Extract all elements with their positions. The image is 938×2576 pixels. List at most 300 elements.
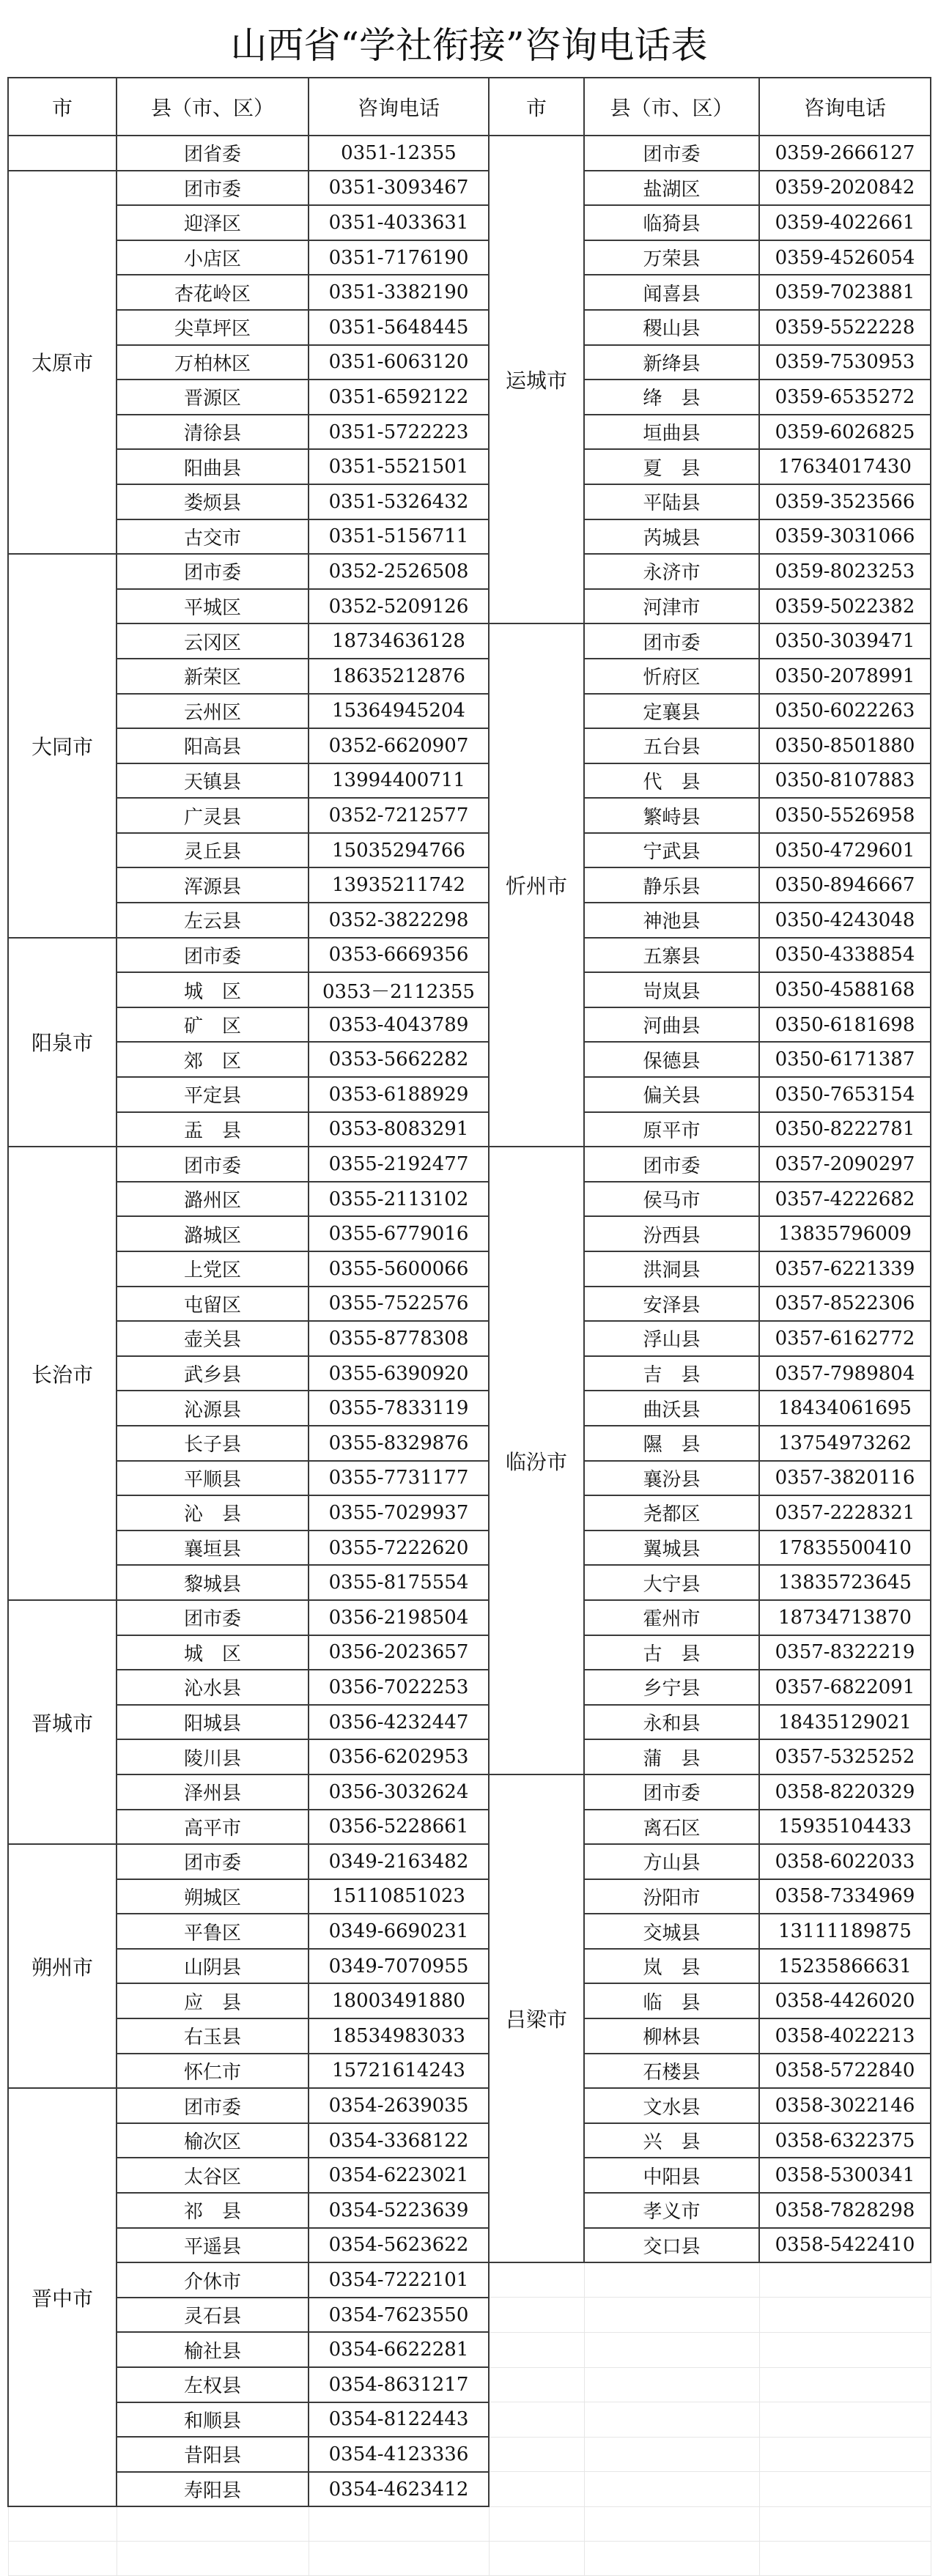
empty-cell bbox=[584, 2367, 759, 2402]
phone-cell: 0355-7029937 bbox=[309, 1495, 489, 1531]
county-cell: 山阴县 bbox=[117, 1949, 309, 1984]
phone-cell: 0359-6026825 bbox=[759, 415, 931, 450]
table-row bbox=[8, 1112, 931, 1147]
table-row bbox=[8, 1565, 931, 1600]
phone-cell: 0350-8222781 bbox=[759, 1112, 931, 1147]
county-cell: 孝义市 bbox=[584, 2193, 759, 2228]
phone-cell: 0354-4623412 bbox=[309, 2472, 489, 2507]
county-cell: 洪洞县 bbox=[584, 1251, 759, 1287]
city-cell: 临汾市 bbox=[489, 1147, 584, 1774]
phone-cell: 0355-5600066 bbox=[309, 1251, 489, 1287]
header-city-left: 市 bbox=[8, 78, 117, 136]
county-cell: 中阳县 bbox=[584, 2158, 759, 2193]
phone-cell: 0358-8220329 bbox=[759, 1774, 931, 1810]
phone-cell: 0350-4729601 bbox=[759, 833, 931, 868]
phone-cell: 0351-5722223 bbox=[309, 415, 489, 450]
phone-cell: 0356-5228661 bbox=[309, 1810, 489, 1845]
phone-cell: 0357-3820116 bbox=[759, 1461, 931, 1496]
table-row bbox=[8, 1774, 931, 1810]
county-cell: 上党区 bbox=[117, 1251, 309, 1287]
county-cell: 榆社县 bbox=[117, 2332, 309, 2367]
phone-cell: 0350-3039471 bbox=[759, 623, 931, 659]
county-cell: 河津市 bbox=[584, 589, 759, 624]
county-cell: 沁 县 bbox=[117, 1495, 309, 1531]
table-row bbox=[8, 659, 931, 694]
phone-cell: 0359-7530953 bbox=[759, 345, 931, 380]
city-cell: 阳泉市 bbox=[8, 938, 117, 1147]
phone-cell: 15721614243 bbox=[309, 2054, 489, 2089]
table-row bbox=[8, 1495, 931, 1531]
phone-cell: 0359-2020842 bbox=[759, 171, 931, 206]
phone-cell: 0350-4243048 bbox=[759, 903, 931, 938]
table-row bbox=[8, 2402, 931, 2438]
phone-cell: 0359-5522228 bbox=[759, 310, 931, 345]
empty-cell bbox=[584, 2402, 759, 2438]
county-cell: 团市委 bbox=[117, 1600, 309, 1635]
phone-cell: 0354-6223021 bbox=[309, 2158, 489, 2193]
county-cell: 文水县 bbox=[584, 2088, 759, 2123]
phone-cell: 0355-7833119 bbox=[309, 1391, 489, 1426]
table-row bbox=[8, 2088, 931, 2123]
table-row bbox=[8, 903, 931, 938]
table-row bbox=[8, 171, 931, 206]
table-row bbox=[8, 1844, 931, 1879]
phone-table bbox=[7, 77, 931, 2576]
phone-cell: 0351-6592122 bbox=[309, 380, 489, 415]
phone-cell: 0355-7222620 bbox=[309, 1531, 489, 1566]
county-cell: 偏关县 bbox=[584, 1077, 759, 1112]
table-row bbox=[8, 380, 931, 415]
phone-cell: 15110851023 bbox=[309, 1879, 489, 1914]
table-row bbox=[8, 763, 931, 799]
county-cell: 平遥县 bbox=[117, 2228, 309, 2263]
table-row bbox=[8, 2506, 931, 2541]
phone-cell: 0354-7623550 bbox=[309, 2298, 489, 2333]
table-row bbox=[8, 798, 931, 833]
table-header-row bbox=[8, 78, 931, 136]
county-cell: 太谷区 bbox=[117, 2158, 309, 2193]
county-cell: 霍州市 bbox=[584, 1600, 759, 1635]
phone-cell: 0356-3032624 bbox=[309, 1774, 489, 1810]
county-cell: 岚 县 bbox=[584, 1949, 759, 1984]
table-row bbox=[8, 694, 931, 729]
phone-cell: 0353-4043789 bbox=[309, 1007, 489, 1043]
county-cell: 娄烦县 bbox=[117, 484, 309, 519]
header-county-left: 县（市、区） bbox=[117, 78, 309, 136]
phone-cell: 0355-6390920 bbox=[309, 1356, 489, 1391]
phone-cell: 0359-5022382 bbox=[759, 589, 931, 624]
phone-cell: 0351-5156711 bbox=[309, 519, 489, 555]
table-row bbox=[8, 1042, 931, 1077]
county-cell: 团市委 bbox=[117, 1844, 309, 1879]
phone-cell: 0359-7023881 bbox=[759, 275, 931, 310]
table-row bbox=[8, 2158, 931, 2193]
county-cell: 汾阳市 bbox=[584, 1879, 759, 1914]
table-row bbox=[8, 728, 931, 763]
phone-cell: 0357-8322219 bbox=[759, 1635, 931, 1670]
phone-cell: 0358-3022146 bbox=[759, 2088, 931, 2123]
table-row bbox=[8, 1739, 931, 1774]
county-cell: 团市委 bbox=[584, 1147, 759, 1182]
phone-cell: 0350-6171387 bbox=[759, 1042, 931, 1077]
phone-cell: 0355-7522576 bbox=[309, 1287, 489, 1322]
county-cell: 左权县 bbox=[117, 2367, 309, 2402]
phone-cell: 0358-7828298 bbox=[759, 2193, 931, 2228]
phone-cell: 18003491880 bbox=[309, 1983, 489, 2018]
county-cell: 五寨县 bbox=[584, 938, 759, 973]
county-cell: 交口县 bbox=[584, 2228, 759, 2263]
county-cell: 翼城县 bbox=[584, 1531, 759, 1566]
phone-cell: 0358-6322375 bbox=[759, 2123, 931, 2158]
empty-cell bbox=[489, 2298, 584, 2333]
county-cell: 介休市 bbox=[117, 2262, 309, 2298]
empty-cell bbox=[759, 2262, 931, 2298]
county-cell: 曲沃县 bbox=[584, 1391, 759, 1426]
table-row bbox=[8, 1251, 931, 1287]
county-cell: 代 县 bbox=[584, 763, 759, 799]
phone-cell: 0353-6188929 bbox=[309, 1077, 489, 1112]
county-cell: 应 县 bbox=[117, 1983, 309, 2018]
county-cell: 岢岚县 bbox=[584, 972, 759, 1007]
phone-cell: 0351-3382190 bbox=[309, 275, 489, 310]
phone-cell: 0352-5209126 bbox=[309, 589, 489, 624]
phone-cell: 0357-6822091 bbox=[759, 1670, 931, 1705]
table-row bbox=[8, 1356, 931, 1391]
county-cell: 阳曲县 bbox=[117, 449, 309, 484]
table-row bbox=[8, 2541, 931, 2575]
county-cell: 团市委 bbox=[117, 2088, 309, 2123]
empty-cell bbox=[489, 2472, 584, 2507]
phone-cell: 15235866631 bbox=[759, 1949, 931, 1984]
county-cell: 壶关县 bbox=[117, 1321, 309, 1356]
county-cell: 闻喜县 bbox=[584, 275, 759, 310]
table-row bbox=[8, 1531, 931, 1566]
county-cell: 右玉县 bbox=[117, 2018, 309, 2054]
county-cell: 宁武县 bbox=[584, 833, 759, 868]
phone-cell: 0352-3822298 bbox=[309, 903, 489, 938]
county-cell: 平城区 bbox=[117, 589, 309, 624]
county-cell: 云冈区 bbox=[117, 623, 309, 659]
phone-cell: 0358-5300341 bbox=[759, 2158, 931, 2193]
phone-cell: 0349-2163482 bbox=[309, 1844, 489, 1879]
header-phone-right: 咨询电话 bbox=[759, 78, 931, 136]
table-row bbox=[8, 867, 931, 903]
county-cell: 矿 区 bbox=[117, 1007, 309, 1043]
table-row bbox=[8, 449, 931, 484]
table-row bbox=[8, 240, 931, 275]
county-cell: 平顺县 bbox=[117, 1461, 309, 1496]
phone-cell: 0359-3523566 bbox=[759, 484, 931, 519]
table-row bbox=[8, 1321, 931, 1356]
county-cell: 团市委 bbox=[584, 1774, 759, 1810]
empty-cell bbox=[759, 2437, 931, 2472]
county-cell: 陵川县 bbox=[117, 1739, 309, 1774]
phone-cell: 0350-6181698 bbox=[759, 1007, 931, 1043]
table-row bbox=[8, 972, 931, 1007]
phone-cell: 0351-5521501 bbox=[309, 449, 489, 484]
county-cell: 稷山县 bbox=[584, 310, 759, 345]
phone-cell: 0354-2639035 bbox=[309, 2088, 489, 2123]
county-cell: 石楼县 bbox=[584, 2054, 759, 2089]
phone-cell: 0350-2078991 bbox=[759, 659, 931, 694]
county-cell: 离石区 bbox=[584, 1810, 759, 1845]
phone-cell: 13111189875 bbox=[759, 1914, 931, 1949]
county-cell: 左云县 bbox=[117, 903, 309, 938]
phone-cell: 0350-7653154 bbox=[759, 1077, 931, 1112]
county-cell: 浑源县 bbox=[117, 867, 309, 903]
table-row bbox=[8, 1949, 931, 1984]
phone-cell: 18734713870 bbox=[759, 1600, 931, 1635]
phone-cell: 0354-4123336 bbox=[309, 2437, 489, 2472]
empty-cell bbox=[489, 2506, 584, 2541]
county-cell: 平定县 bbox=[117, 1077, 309, 1112]
phone-cell: 0352-6620907 bbox=[309, 728, 489, 763]
empty-cell bbox=[584, 2262, 759, 2298]
county-cell: 潞州区 bbox=[117, 1182, 309, 1217]
phone-cell: 0355-6779016 bbox=[309, 1216, 489, 1251]
county-cell: 隰 县 bbox=[584, 1426, 759, 1461]
phone-cell: 0352-2526508 bbox=[309, 554, 489, 589]
phone-cell: 0359-6535272 bbox=[759, 380, 931, 415]
table-row bbox=[8, 2262, 931, 2298]
phone-cell: 17835500410 bbox=[759, 1531, 931, 1566]
county-cell: 团市委 bbox=[584, 623, 759, 659]
county-cell: 盂 县 bbox=[117, 1112, 309, 1147]
phone-cell: 0355-2113102 bbox=[309, 1182, 489, 1217]
phone-cell: 0357-8522306 bbox=[759, 1287, 931, 1322]
phone-cell: 13835796009 bbox=[759, 1216, 931, 1251]
county-cell: 静乐县 bbox=[584, 867, 759, 903]
phone-cell: 0354-5223639 bbox=[309, 2193, 489, 2228]
county-cell: 古 县 bbox=[584, 1635, 759, 1670]
city-cell: 忻州市 bbox=[489, 623, 584, 1147]
table-row bbox=[8, 1147, 931, 1182]
phone-cell: 0358-7334969 bbox=[759, 1879, 931, 1914]
table-row bbox=[8, 1914, 931, 1949]
table-row bbox=[8, 623, 931, 659]
phone-cell: 0355-2192477 bbox=[309, 1147, 489, 1182]
county-cell: 浮山县 bbox=[584, 1321, 759, 1356]
phone-cell: 18534983033 bbox=[309, 2018, 489, 2054]
county-cell: 绛 县 bbox=[584, 380, 759, 415]
phone-cell: 0359-8023253 bbox=[759, 554, 931, 589]
phone-cell: 0353－2112355 bbox=[309, 972, 489, 1007]
empty-cell bbox=[759, 2367, 931, 2402]
city-cell: 太原市 bbox=[8, 171, 117, 555]
empty-cell bbox=[759, 2332, 931, 2367]
table-row bbox=[8, 415, 931, 450]
county-cell: 河曲县 bbox=[584, 1007, 759, 1043]
table-row bbox=[8, 1216, 931, 1251]
phone-cell: 0351-6063120 bbox=[309, 345, 489, 380]
phone-cell: 13935211742 bbox=[309, 867, 489, 903]
phone-cell: 0349-7070955 bbox=[309, 1949, 489, 1984]
county-cell: 方山县 bbox=[584, 1844, 759, 1879]
city-cell bbox=[8, 136, 117, 171]
county-cell: 迎泽区 bbox=[117, 205, 309, 240]
table-row bbox=[8, 2437, 931, 2472]
county-cell: 阳高县 bbox=[117, 728, 309, 763]
table-row bbox=[8, 2332, 931, 2367]
county-cell: 团市委 bbox=[117, 171, 309, 206]
table-row bbox=[8, 554, 931, 589]
phone-cell: 0352-7212577 bbox=[309, 798, 489, 833]
phone-cell: 0356-2198504 bbox=[309, 1600, 489, 1635]
empty-cell bbox=[759, 2541, 931, 2575]
county-cell: 万柏林区 bbox=[117, 345, 309, 380]
phone-cell: 0354-8631217 bbox=[309, 2367, 489, 2402]
phone-cell: 0351-5326432 bbox=[309, 484, 489, 519]
table-row bbox=[8, 345, 931, 380]
header-phone-left: 咨询电话 bbox=[309, 78, 489, 136]
phone-cell: 0353-6669356 bbox=[309, 938, 489, 973]
phone-cell: 0350-8107883 bbox=[759, 763, 931, 799]
phone-cell: 0351-3093467 bbox=[309, 171, 489, 206]
county-cell: 永和县 bbox=[584, 1705, 759, 1740]
county-cell: 灵石县 bbox=[117, 2298, 309, 2333]
table-row bbox=[8, 2367, 931, 2402]
county-cell: 保德县 bbox=[584, 1042, 759, 1077]
phone-cell: 13994400711 bbox=[309, 763, 489, 799]
empty-cell bbox=[584, 2506, 759, 2541]
empty-cell bbox=[489, 2332, 584, 2367]
phone-cell: 0350-4338854 bbox=[759, 938, 931, 973]
county-cell: 大宁县 bbox=[584, 1565, 759, 1600]
county-cell: 清徐县 bbox=[117, 415, 309, 450]
county-cell: 柳林县 bbox=[584, 2018, 759, 2054]
phone-cell: 0357-2228321 bbox=[759, 1495, 931, 1531]
empty-cell bbox=[759, 2298, 931, 2333]
empty-cell bbox=[309, 2541, 489, 2575]
table-row bbox=[8, 589, 931, 624]
county-cell: 侯马市 bbox=[584, 1182, 759, 1217]
county-cell: 忻府区 bbox=[584, 659, 759, 694]
table-row bbox=[8, 2123, 931, 2158]
table-row bbox=[8, 2054, 931, 2089]
empty-cell bbox=[584, 2332, 759, 2367]
phone-cell: 0355-8778308 bbox=[309, 1321, 489, 1356]
county-cell: 蒲 县 bbox=[584, 1739, 759, 1774]
empty-cell bbox=[584, 2472, 759, 2507]
phone-cell: 18734636128 bbox=[309, 623, 489, 659]
county-cell: 原平市 bbox=[584, 1112, 759, 1147]
table-row bbox=[8, 484, 931, 519]
table-row bbox=[8, 2228, 931, 2263]
phone-cell: 0355-8329876 bbox=[309, 1426, 489, 1461]
table-row bbox=[8, 1287, 931, 1322]
county-cell: 阳城县 bbox=[117, 1705, 309, 1740]
phone-cell: 0354-8122443 bbox=[309, 2402, 489, 2438]
county-cell: 屯留区 bbox=[117, 1287, 309, 1322]
empty-cell bbox=[759, 2472, 931, 2507]
phone-cell: 0356-6202953 bbox=[309, 1739, 489, 1774]
phone-cell: 0356-2023657 bbox=[309, 1635, 489, 1670]
table-row bbox=[8, 519, 931, 555]
phone-cell: 0354-7222101 bbox=[309, 2262, 489, 2298]
county-cell: 寿阳县 bbox=[117, 2472, 309, 2507]
empty-cell bbox=[8, 2506, 117, 2541]
header-county-right: 县（市、区） bbox=[584, 78, 759, 136]
county-cell: 平鲁区 bbox=[117, 1914, 309, 1949]
county-cell: 兴 县 bbox=[584, 2123, 759, 2158]
phone-cell: 0355-7731177 bbox=[309, 1461, 489, 1496]
county-cell: 交城县 bbox=[584, 1914, 759, 1949]
table-row bbox=[8, 1983, 931, 2018]
county-cell: 平陆县 bbox=[584, 484, 759, 519]
county-cell: 吉 县 bbox=[584, 1356, 759, 1391]
county-cell: 泽州县 bbox=[117, 1774, 309, 1810]
county-cell: 乡宁县 bbox=[584, 1670, 759, 1705]
phone-cell: 0350-6022263 bbox=[759, 694, 931, 729]
table-row bbox=[8, 1810, 931, 1845]
county-cell: 高平市 bbox=[117, 1810, 309, 1845]
county-cell: 小店区 bbox=[117, 240, 309, 275]
city-cell: 长治市 bbox=[8, 1147, 117, 1600]
county-cell: 祁 县 bbox=[117, 2193, 309, 2228]
county-cell: 新荣区 bbox=[117, 659, 309, 694]
county-cell: 和顺县 bbox=[117, 2402, 309, 2438]
table-row bbox=[8, 2472, 931, 2507]
table-row bbox=[8, 1600, 931, 1635]
phone-cell: 0358-4022213 bbox=[759, 2018, 931, 2054]
phone-cell: 15935104433 bbox=[759, 1810, 931, 1845]
phone-cell: 0350-8501880 bbox=[759, 728, 931, 763]
county-cell: 永济市 bbox=[584, 554, 759, 589]
table-row bbox=[8, 1426, 931, 1461]
empty-cell bbox=[489, 2437, 584, 2472]
phone-cell: 0357-4222682 bbox=[759, 1182, 931, 1217]
phone-cell: 0351-5648445 bbox=[309, 310, 489, 345]
county-cell: 杏花岭区 bbox=[117, 275, 309, 310]
county-cell: 安泽县 bbox=[584, 1287, 759, 1322]
table-row bbox=[8, 275, 931, 310]
empty-cell bbox=[489, 2402, 584, 2438]
city-cell: 大同市 bbox=[8, 554, 117, 938]
table-row bbox=[8, 2018, 931, 2054]
phone-cell: 18435129021 bbox=[759, 1705, 931, 1740]
county-cell: 古交市 bbox=[117, 519, 309, 555]
table-row bbox=[8, 1391, 931, 1426]
phone-cell: 0358-5422410 bbox=[759, 2228, 931, 2263]
empty-cell bbox=[584, 2437, 759, 2472]
empty-cell bbox=[489, 2541, 584, 2575]
county-cell: 襄汾县 bbox=[584, 1461, 759, 1496]
empty-cell bbox=[117, 2541, 309, 2575]
county-cell: 沁源县 bbox=[117, 1391, 309, 1426]
county-cell: 广灵县 bbox=[117, 798, 309, 833]
phone-cell: 0349-6690231 bbox=[309, 1914, 489, 1949]
table-body bbox=[8, 136, 931, 2575]
county-cell: 郊 区 bbox=[117, 1042, 309, 1077]
table-row bbox=[8, 1461, 931, 1496]
county-cell: 团市委 bbox=[117, 938, 309, 973]
county-cell: 襄垣县 bbox=[117, 1531, 309, 1566]
page-title: 山西省“学社衔接”咨询电话表 bbox=[230, 24, 708, 67]
county-cell: 芮城县 bbox=[584, 519, 759, 555]
phone-cell: 15364945204 bbox=[309, 694, 489, 729]
phone-cell: 0357-6162772 bbox=[759, 1321, 931, 1356]
county-cell: 团省委 bbox=[117, 136, 309, 171]
empty-cell bbox=[489, 2367, 584, 2402]
county-cell: 城 区 bbox=[117, 972, 309, 1007]
county-cell: 长子县 bbox=[117, 1426, 309, 1461]
table-row bbox=[8, 2298, 931, 2333]
table-row bbox=[8, 1670, 931, 1705]
county-cell: 天镇县 bbox=[117, 763, 309, 799]
table-row bbox=[8, 310, 931, 345]
phone-cell: 0358-4426020 bbox=[759, 1983, 931, 2018]
table-row bbox=[8, 1705, 931, 1740]
